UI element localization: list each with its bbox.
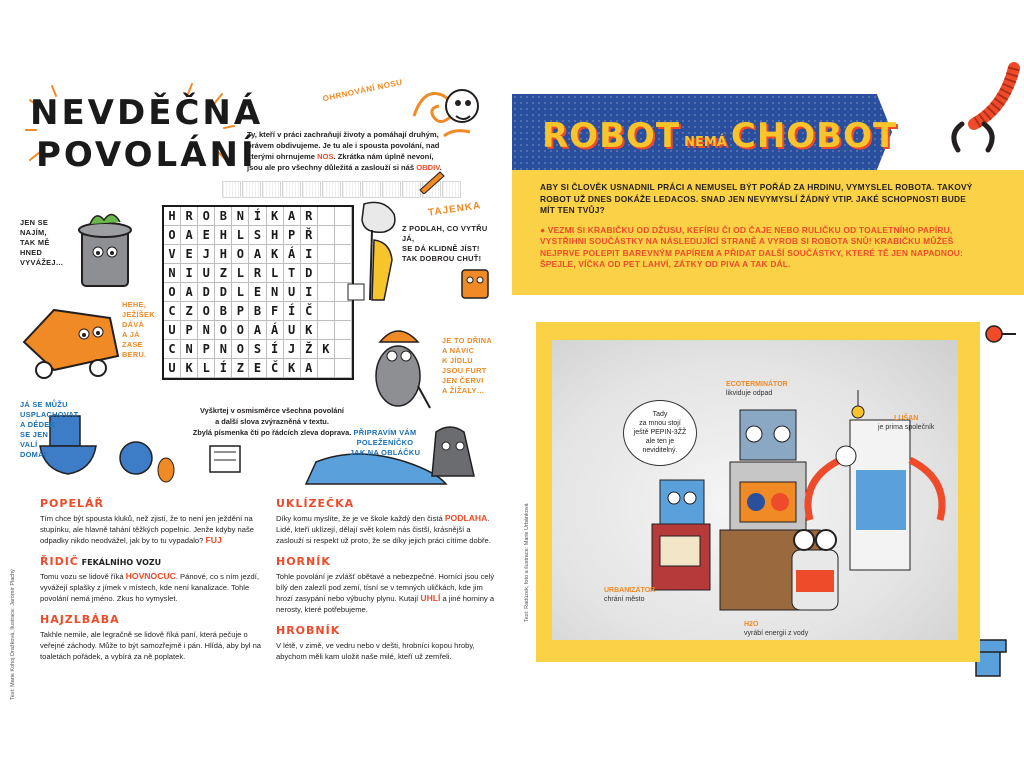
credit-left: Text: Marie Kohoj Dražková, Ilustrace: Jaromír Plachý bbox=[10, 569, 16, 700]
title-line-2: POVOLÁNÍ bbox=[36, 135, 257, 175]
grid-cell[interactable]: A bbox=[301, 359, 318, 378]
grid-cell[interactable]: Z bbox=[215, 264, 232, 283]
grid-cell[interactable]: K bbox=[318, 340, 335, 359]
grid-cell[interactable]: I bbox=[301, 283, 318, 302]
grid-cell[interactable]: N bbox=[267, 283, 284, 302]
tajenka-label: TAJENKA bbox=[427, 200, 482, 219]
grid-cell[interactable]: A bbox=[181, 283, 198, 302]
text-segment: Díky komu myslíte, že je ve škole každý den čistá bbox=[276, 514, 445, 523]
title-line-1: NEVDĚČNÁ bbox=[30, 93, 264, 133]
grid-cell[interactable]: O bbox=[198, 302, 215, 321]
grid-cell[interactable]: U bbox=[198, 264, 215, 283]
tajenka-cell[interactable] bbox=[382, 181, 401, 198]
grid-cell[interactable]: F bbox=[267, 302, 284, 321]
grid-cell[interactable]: D bbox=[301, 264, 318, 283]
page-title bbox=[30, 92, 264, 176]
tajenka-cell[interactable] bbox=[282, 181, 301, 198]
intro-text bbox=[247, 129, 447, 173]
grid-cell[interactable]: O bbox=[164, 226, 181, 245]
grid-cell[interactable]: Á bbox=[284, 245, 301, 264]
grid-cell[interactable]: O bbox=[232, 321, 249, 340]
bubble-ja-se-muzu: JÁ SE MŮŽU USPLACHOVAT A DĚDEK SE JEN VALÍ DOMA! bbox=[20, 400, 79, 459]
grid-cell[interactable]: Í bbox=[267, 340, 284, 359]
grill-appliance-illustration bbox=[206, 438, 246, 478]
grid-cell[interactable]: D bbox=[198, 283, 215, 302]
circle-decoration bbox=[982, 318, 1018, 354]
profession-subtitle: FEKÁLNÍHO VOZU bbox=[78, 558, 162, 567]
grid-cell[interactable]: L bbox=[232, 264, 249, 283]
tajenka-cell[interactable] bbox=[322, 181, 341, 198]
keyword: FUJ bbox=[205, 535, 222, 545]
grid-cell[interactable]: Í bbox=[284, 302, 301, 321]
grid-cell[interactable]: A bbox=[249, 245, 266, 264]
grid-cell[interactable]: O bbox=[198, 207, 215, 226]
text-segment: Takhle nemile, ale legračně se lidově říká paní, která pečuje o veřejné záchody. Může to být samozřejmě i pán. Hlídá, aby byl na toaletách pořádek, a vybírá za ně poplatek. bbox=[40, 630, 262, 661]
grid-cell[interactable]: Z bbox=[181, 302, 198, 321]
keyword: HOVNOCUC bbox=[125, 571, 176, 581]
tajenka-cell[interactable] bbox=[222, 181, 241, 198]
profession-name: HAJZLBÁBA bbox=[40, 613, 120, 626]
grid-cell[interactable]: U bbox=[164, 321, 181, 340]
grid-cell[interactable] bbox=[318, 226, 335, 245]
task-text bbox=[540, 182, 980, 271]
grid-cell[interactable]: I bbox=[181, 264, 198, 283]
text-segment: Tomu vozu se lidově říká bbox=[40, 572, 126, 581]
robot-label-lusan bbox=[878, 414, 934, 432]
robot-desc: likviduje odpad bbox=[726, 390, 773, 397]
intro-line: kterými ohrnujeme bbox=[247, 152, 318, 161]
bubble-z-podlah: Z PODLAH, CO VYTŘU JÁ, SE DÁ KLIDNĚ JÍST! TAK DOBROU CHUŤ! bbox=[402, 224, 488, 263]
grid-cell[interactable]: Z bbox=[232, 359, 249, 378]
grid-cell[interactable]: H bbox=[215, 245, 232, 264]
text-segment: V létě, v zimě, ve vedru nebo v dešti, hrobníci kopou hroby, abychom měli kam uložit naše milé, kteří už zemřeli. bbox=[276, 641, 475, 661]
bubble-hehe: HEHE, JEŽÍŠEK DÁVÁ A JÁ ZASE BERU. bbox=[122, 300, 155, 359]
grid-cell[interactable]: Č bbox=[267, 359, 284, 378]
grid-cell[interactable]: B bbox=[215, 302, 232, 321]
text-segment: . Lidé, kteří uklízejí, dělají svět kolem nás čistší, krásnější a zaslouží si respekt už proto, že se díky jejich práci cítíme dobře. bbox=[276, 514, 491, 545]
grid-cell[interactable]: N bbox=[181, 340, 198, 359]
profession-text bbox=[276, 640, 498, 662]
caption-line: a další slova zvýrazněná v textu. bbox=[215, 417, 329, 426]
profession-name: ŘIDIČ bbox=[40, 555, 79, 568]
grid-cell[interactable]: D bbox=[215, 283, 232, 302]
grid-cell[interactable]: Í bbox=[215, 359, 232, 378]
profession-title bbox=[276, 555, 498, 568]
grid-cell[interactable]: P bbox=[181, 321, 198, 340]
robot-name: LUŠAN bbox=[894, 415, 919, 422]
grid-cell[interactable]: N bbox=[198, 321, 215, 340]
grid-cell[interactable]: N bbox=[215, 340, 232, 359]
grid-cell[interactable]: K bbox=[267, 245, 284, 264]
grid-cell[interactable]: S bbox=[249, 226, 266, 245]
profession-text bbox=[40, 629, 262, 662]
profession-name: UKLÍZEČKA bbox=[276, 497, 355, 510]
grid-cell[interactable]: A bbox=[181, 226, 198, 245]
robot-label-ecoterminator bbox=[726, 380, 788, 398]
robot-label-h2o bbox=[744, 620, 808, 638]
robot-label-urbanizator bbox=[604, 586, 655, 604]
keyword: PODLAHA bbox=[444, 513, 488, 523]
grid-cell[interactable]: R bbox=[181, 207, 198, 226]
grid-cell[interactable] bbox=[318, 321, 335, 340]
grid-cell[interactable]: U bbox=[284, 283, 301, 302]
grid-cell[interactable] bbox=[318, 302, 335, 321]
grid-cell[interactable] bbox=[318, 283, 335, 302]
text-segment: Tohle povolání je zvlášť obětavé a nebezpečné. Horníci jsou celý bílý den zalezlí pod zemí, tísní se v temných uličkách, kde jim hrozí zasypání nebo výbuchy plynu. Kutají bbox=[276, 572, 495, 603]
grid-cell[interactable]: E bbox=[198, 226, 215, 245]
grid-cell[interactable]: H bbox=[267, 226, 284, 245]
grid-cell[interactable]: V bbox=[164, 245, 181, 264]
grid-cell[interactable]: K bbox=[181, 359, 198, 378]
grid-cell[interactable]: N bbox=[232, 207, 249, 226]
grid-cell[interactable]: J bbox=[198, 245, 215, 264]
caption-line: Zbylá písmenka čti po řádcích zleva doprava. bbox=[192, 428, 352, 437]
grid-cell[interactable]: T bbox=[284, 264, 301, 283]
profession-text bbox=[276, 571, 498, 615]
grid-cell[interactable]: Á bbox=[267, 321, 284, 340]
intro-line: jsou ale pro všechny důležitá a zaslouží si náš bbox=[247, 163, 417, 172]
mop-cleaner-illustration bbox=[344, 200, 404, 304]
speech-bubble: Tady za mnou stojí ještě PEPIN-3ŽŽ ale ten je neviditelný. bbox=[623, 400, 697, 466]
grid-cell[interactable]: K bbox=[267, 207, 284, 226]
grid-cell[interactable]: U bbox=[164, 359, 181, 378]
grid-cell[interactable]: P bbox=[232, 302, 249, 321]
grid-cell[interactable] bbox=[335, 359, 352, 378]
tajenka-cell[interactable] bbox=[362, 181, 381, 198]
text-segment: . Pánové, co s ním jezdí, vyvážejí splašky z jímek v místech, kde není kanalizace. Tohle povolání nemá jméno. Zkus ho vymyslet. bbox=[40, 572, 259, 603]
profession-text bbox=[40, 513, 262, 546]
intro-line: . bbox=[439, 163, 442, 172]
grid-cell[interactable]: K bbox=[301, 321, 318, 340]
title-chobot: CHOBOT bbox=[730, 116, 898, 156]
keyword-obdiv: OBDIV bbox=[416, 163, 440, 172]
grid-cell[interactable]: N bbox=[164, 264, 181, 283]
grid-cell[interactable]: O bbox=[232, 340, 249, 359]
grid-cell[interactable]: Í bbox=[249, 207, 266, 226]
robot-title bbox=[542, 108, 897, 158]
grid-cell[interactable]: H bbox=[164, 207, 181, 226]
profession-title bbox=[40, 613, 262, 626]
grid-cell[interactable]: L bbox=[232, 226, 249, 245]
profession-title bbox=[276, 624, 498, 637]
robot-arm-illustration bbox=[892, 62, 1022, 182]
robot-desc: je prima společník bbox=[878, 424, 935, 431]
grid-cell[interactable] bbox=[335, 321, 352, 340]
profession-name: HORNÍK bbox=[276, 555, 331, 568]
robot-name: URBANIZÁTOR bbox=[604, 587, 656, 594]
grid-cell[interactable]: O bbox=[164, 283, 181, 302]
robot-desc: chrání město bbox=[604, 596, 645, 603]
grid-cell[interactable]: J bbox=[284, 340, 301, 359]
grid-cell[interactable] bbox=[318, 264, 335, 283]
profession-text bbox=[40, 571, 262, 604]
robot-desc: vyrábí energii z vody bbox=[744, 630, 809, 637]
ohrnovani-label: OHRNOVÁNÍ NOSU bbox=[321, 77, 404, 104]
bubble-je-to-drina: JE TO DŘINA A NÁVIC K JÍDLU JSOU FURT JEN ČERVI A ŽÍŽALY… bbox=[442, 336, 492, 395]
grid-cell[interactable]: E bbox=[249, 359, 266, 378]
professions-column-right bbox=[276, 497, 498, 671]
grid-cell[interactable]: S bbox=[249, 340, 266, 359]
tajenka-cell[interactable] bbox=[342, 181, 361, 198]
profession-text bbox=[276, 513, 498, 546]
keyword-nos: NOS bbox=[317, 152, 334, 161]
grid-cell[interactable]: L bbox=[267, 264, 284, 283]
robot-intro: ABY SI ČLOVĚK USNADNIL PRÁCI A NEMUSEL BÝT POŘÁD ZA HRDINU, VYMYSLEL ROBOTA. TAKOVÝ ROBOT UŽ DNES DOKÁŽE LEDACOS. SNAD JEN NEVYMYSLÍ ŽÁDNÝ VTIP. JAKÉ SCHOPNOSTI BUDE MÍT TEN TVŮJ? bbox=[540, 182, 973, 215]
intro-line: Ty, kteří v práci zachraňují životy a pomáhají druhým, bbox=[247, 130, 439, 139]
orange-box-character bbox=[456, 262, 496, 306]
text-segment: Tím chce být spousta kluků, než zjistí, že to není jen ježdění na stupínku, ale hlavně tahání těžkých popelnic. Jenže kdyby naše odpadky nikdo neodvážel, jak by to tu vypadalo? bbox=[40, 514, 255, 545]
grid-cell[interactable]: E bbox=[181, 245, 198, 264]
grid-cell[interactable]: L bbox=[232, 283, 249, 302]
grid-cell[interactable]: C bbox=[164, 340, 181, 359]
grid-cell[interactable]: R bbox=[249, 264, 266, 283]
grid-cell[interactable]: C bbox=[164, 302, 181, 321]
grid-cell[interactable]: I bbox=[301, 245, 318, 264]
bubble-pripravim: PŘIPRAVÍM VÁM POLEŽENÍČKO JAK NA OBLÁČKU bbox=[349, 428, 421, 457]
profession-name: HROBNÍK bbox=[276, 624, 341, 637]
tajenka-cell[interactable] bbox=[302, 181, 321, 198]
robot-name: H2O bbox=[744, 621, 759, 628]
credit-right: Text: Radúzek, foto a ilustrace: Marie Urbánková bbox=[524, 503, 530, 622]
grid-cell[interactable] bbox=[335, 302, 352, 321]
title-robot: ROBOT bbox=[542, 116, 681, 156]
title-nema: NEMÁ bbox=[684, 135, 727, 150]
grid-cell[interactable]: Ž bbox=[301, 340, 318, 359]
grid-cell[interactable]: Ř bbox=[301, 226, 318, 245]
grid-cell[interactable]: E bbox=[249, 283, 266, 302]
grid-cell[interactable]: A bbox=[284, 207, 301, 226]
caption-line: Vyškrtej v osmisměrce všechna povolání bbox=[200, 406, 344, 415]
grid-cell[interactable]: U bbox=[284, 321, 301, 340]
grid-cell[interactable] bbox=[335, 340, 352, 359]
grid-cell[interactable]: O bbox=[215, 321, 232, 340]
grid-cell[interactable] bbox=[318, 359, 335, 378]
keyword: UHLÍ bbox=[420, 593, 441, 603]
text-segment: a jiné horniny a nerosty, které potřebujeme. bbox=[276, 594, 495, 614]
trash-can-illustration bbox=[72, 208, 138, 290]
robot-name: ECOTERMINÁTOR bbox=[726, 381, 788, 388]
tajenka-cell[interactable] bbox=[262, 181, 281, 198]
grid-cell[interactable]: A bbox=[249, 321, 266, 340]
profession-name: POPELÁŘ bbox=[40, 497, 104, 510]
pencil-icon bbox=[416, 168, 446, 194]
robot-task: ● VEZMI SI KRABIČKU OD DŽUSU, KEFÍRU ČI OD ČAJE NEBO RULIČKU OD TOALETNÍHO PAPÍRU, VYSTŘIHNI SOUČÁSTKY NA NÁSLEDUJÍCÍ STRANĚ A VYROB SI ROBOTA SNŮ! KRABIČKU MŮŽEŠ NEJPRVE POLEPIT BAREVNÝM PAPÍREM A PŘIDAT DALŠÍ SOUČÁSTKY, KTERÉ TĚ JEN NAPADNOU: ŠPEJLE, VÍČKA OD PET LAHVÍ, ZÁTKY OD PIVA A TAK DÁL. bbox=[540, 224, 964, 269]
grid-cell[interactable]: R bbox=[301, 207, 318, 226]
grid-cell[interactable]: P bbox=[284, 226, 301, 245]
right-page bbox=[512, 0, 1024, 768]
profession-title bbox=[40, 555, 262, 568]
tajenka-cell[interactable] bbox=[242, 181, 261, 198]
intro-line: právem obdivujeme. Je tu ale i spousta povolání, nad bbox=[247, 141, 440, 150]
grid-cell[interactable]: O bbox=[232, 245, 249, 264]
garbage-truck-illustration bbox=[14, 290, 126, 382]
profession-title bbox=[276, 497, 498, 510]
grid-cell[interactable]: H bbox=[215, 226, 232, 245]
grid-cell[interactable]: Č bbox=[301, 302, 318, 321]
profession-title bbox=[40, 497, 262, 510]
grid-cell[interactable]: B bbox=[215, 207, 232, 226]
intro-line: . Zkrátka nám úplně nevoní, bbox=[333, 152, 434, 161]
grid-cell[interactable]: K bbox=[284, 359, 301, 378]
word-search-grid[interactable] bbox=[162, 205, 354, 380]
grid-cell[interactable] bbox=[318, 207, 335, 226]
miner-mole-illustration bbox=[368, 316, 434, 410]
professions-column-left bbox=[40, 497, 262, 671]
grid-cell[interactable] bbox=[318, 245, 335, 264]
grid-cell[interactable]: L bbox=[198, 359, 215, 378]
grid-cell[interactable]: B bbox=[249, 302, 266, 321]
grid-cell[interactable]: P bbox=[198, 340, 215, 359]
bubble-jen-se: JEN SE NAJÍM, TAK MĚ HNED VYVÁŽEJ… bbox=[20, 218, 64, 267]
